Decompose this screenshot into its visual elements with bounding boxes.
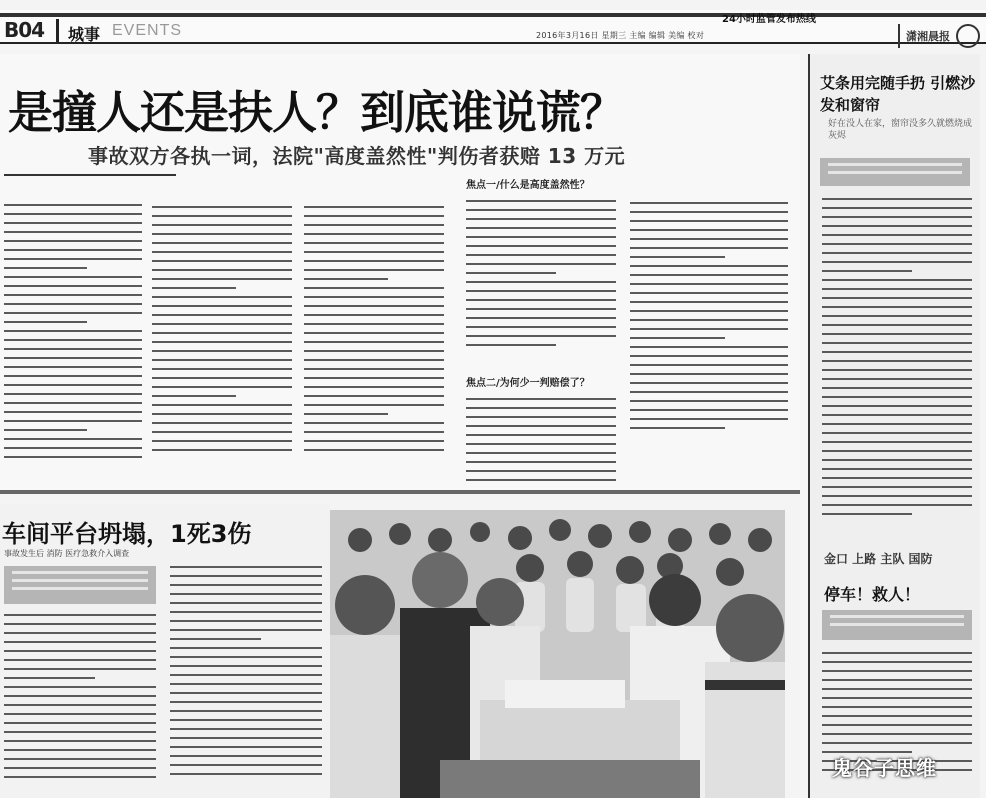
news-photo [330,510,785,798]
focus-2-title: 焦点二/为何少一判赔偿了？ [466,378,590,389]
sidebar-feature-box [822,610,972,640]
body-column-3 [304,206,444,458]
bottom-subhead: 事故发生后 消防 医疗急救介入调查 [4,549,130,558]
body-column-2 [152,206,292,458]
section-name: 城事 [68,25,101,44]
crowd-photo-illustration [330,510,785,798]
body-column-4 [466,200,616,353]
watermark-text: 鬼谷子思维 [832,756,937,780]
date-line: 2016年3月16日 星期三 主编 编辑 美编 校对 [536,31,705,40]
byline-rule [4,174,176,176]
masthead [0,10,986,44]
focus-1-title: 焦点一/什么是高度盖然性？ [466,180,590,191]
sidebar-feature-kicker: 金口 上路 主队 国防 [824,552,933,566]
story-divider [0,490,800,494]
bottom-headline: 车间平台坍塌，1死3伤 [2,520,252,548]
body-column-1 [4,204,142,465]
sidebar-body [822,198,972,522]
logo-emblem-icon [956,24,980,48]
bottom-story [0,504,330,798]
main-subhead: 事故双方各执一词，法院"高度盖然性"判伤者获赔 13 万元 [88,144,626,168]
sidebar-headline: 艾条用完随手扔 引燃沙发和窗帘 [820,74,976,114]
bottom-body-column-1 [4,614,156,785]
sidebar-subhead: 好在没人在家，窗帘没多久就燃烧成灰烬 [828,119,973,141]
section-name-en: EVENTS [112,22,183,39]
sidebar-feature-title: 停车！救人！ [824,585,921,604]
sidebar-highlight-box [820,158,970,186]
bottom-body-column-2 [170,566,322,782]
main-headline: 是撞人还是扶人？到底谁说谎？ [8,86,625,139]
logo-text: 潇湘晨报 [906,30,950,43]
hotline-label: 24小时监管发布热线 [722,14,816,25]
body-column-4b [466,398,616,488]
page-number: B04 [4,18,45,42]
bottom-highlight-box [4,566,156,604]
masthead-separator [56,19,59,43]
main-story [0,54,800,494]
paper-logo [898,24,980,48]
sidebar-story [808,54,980,798]
body-column-5 [630,202,788,436]
masthead-top-rule [0,13,986,17]
